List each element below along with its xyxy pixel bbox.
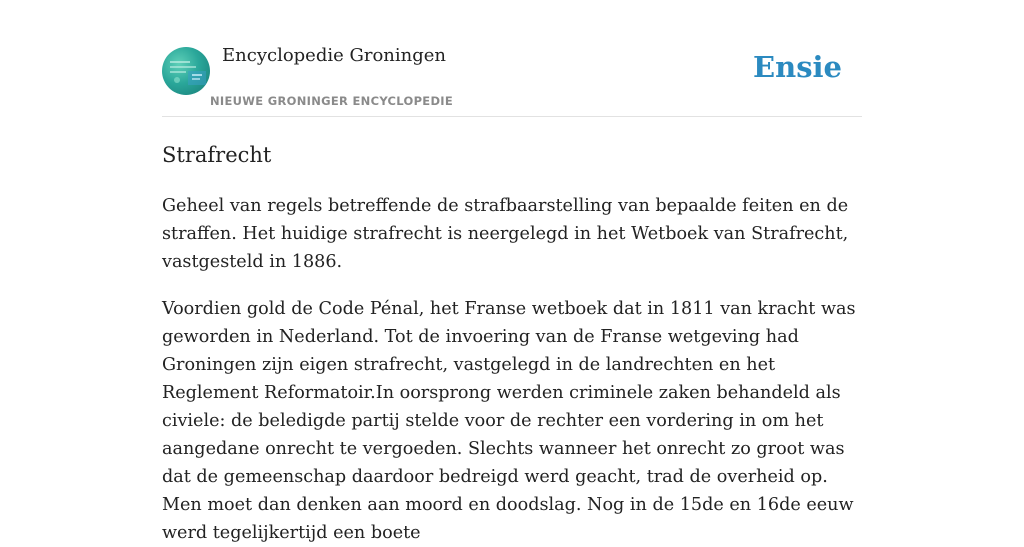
article-paragraph: Voordien gold de Code Pénal, het Franse wetboek dat in 1811 van kracht was geworden in Nederland. Tot de invoering van de Franse wetgeving had Groningen zijn eigen strafrecht, vastgelegd in de landrechten en het Reglement Reformatoir.In oorsprong werden criminele zaken behandeld als civiele: de beledigde partij stelde voor de rechter een vordering in om het aangedane onrecht te vergoeden. Slechts wanneer het onrecht zo groot was dat de gemeenschap daardoor bedreigd werd geacht, trad de overheid op. Men moet dan denken aan moord en doodslag. Nog in de 15de en 16de eeuw werd tegelijkertijd een boete (162, 299, 856, 543)
logo-graphic (162, 47, 210, 95)
article-paragraph: Geheel van regels betreffende de strafbaarstelling van bepaalde feiten en de straffen. Het huidige strafrecht is neergelegd in het Wetboek van Strafrecht, vastgesteld in 1886. (162, 196, 849, 272)
site-logo-icon[interactable] (162, 47, 210, 95)
site-name[interactable]: Encyclopedie Groningen (222, 45, 447, 66)
article (162, 140, 862, 547)
article-title: Strafrecht (162, 143, 272, 167)
site-header (162, 0, 862, 117)
site-subtitle: NIEUWE GRONINGER ENCYCLOPEDIE (210, 94, 454, 108)
ensie-brand-link[interactable]: Ensie (753, 50, 842, 84)
